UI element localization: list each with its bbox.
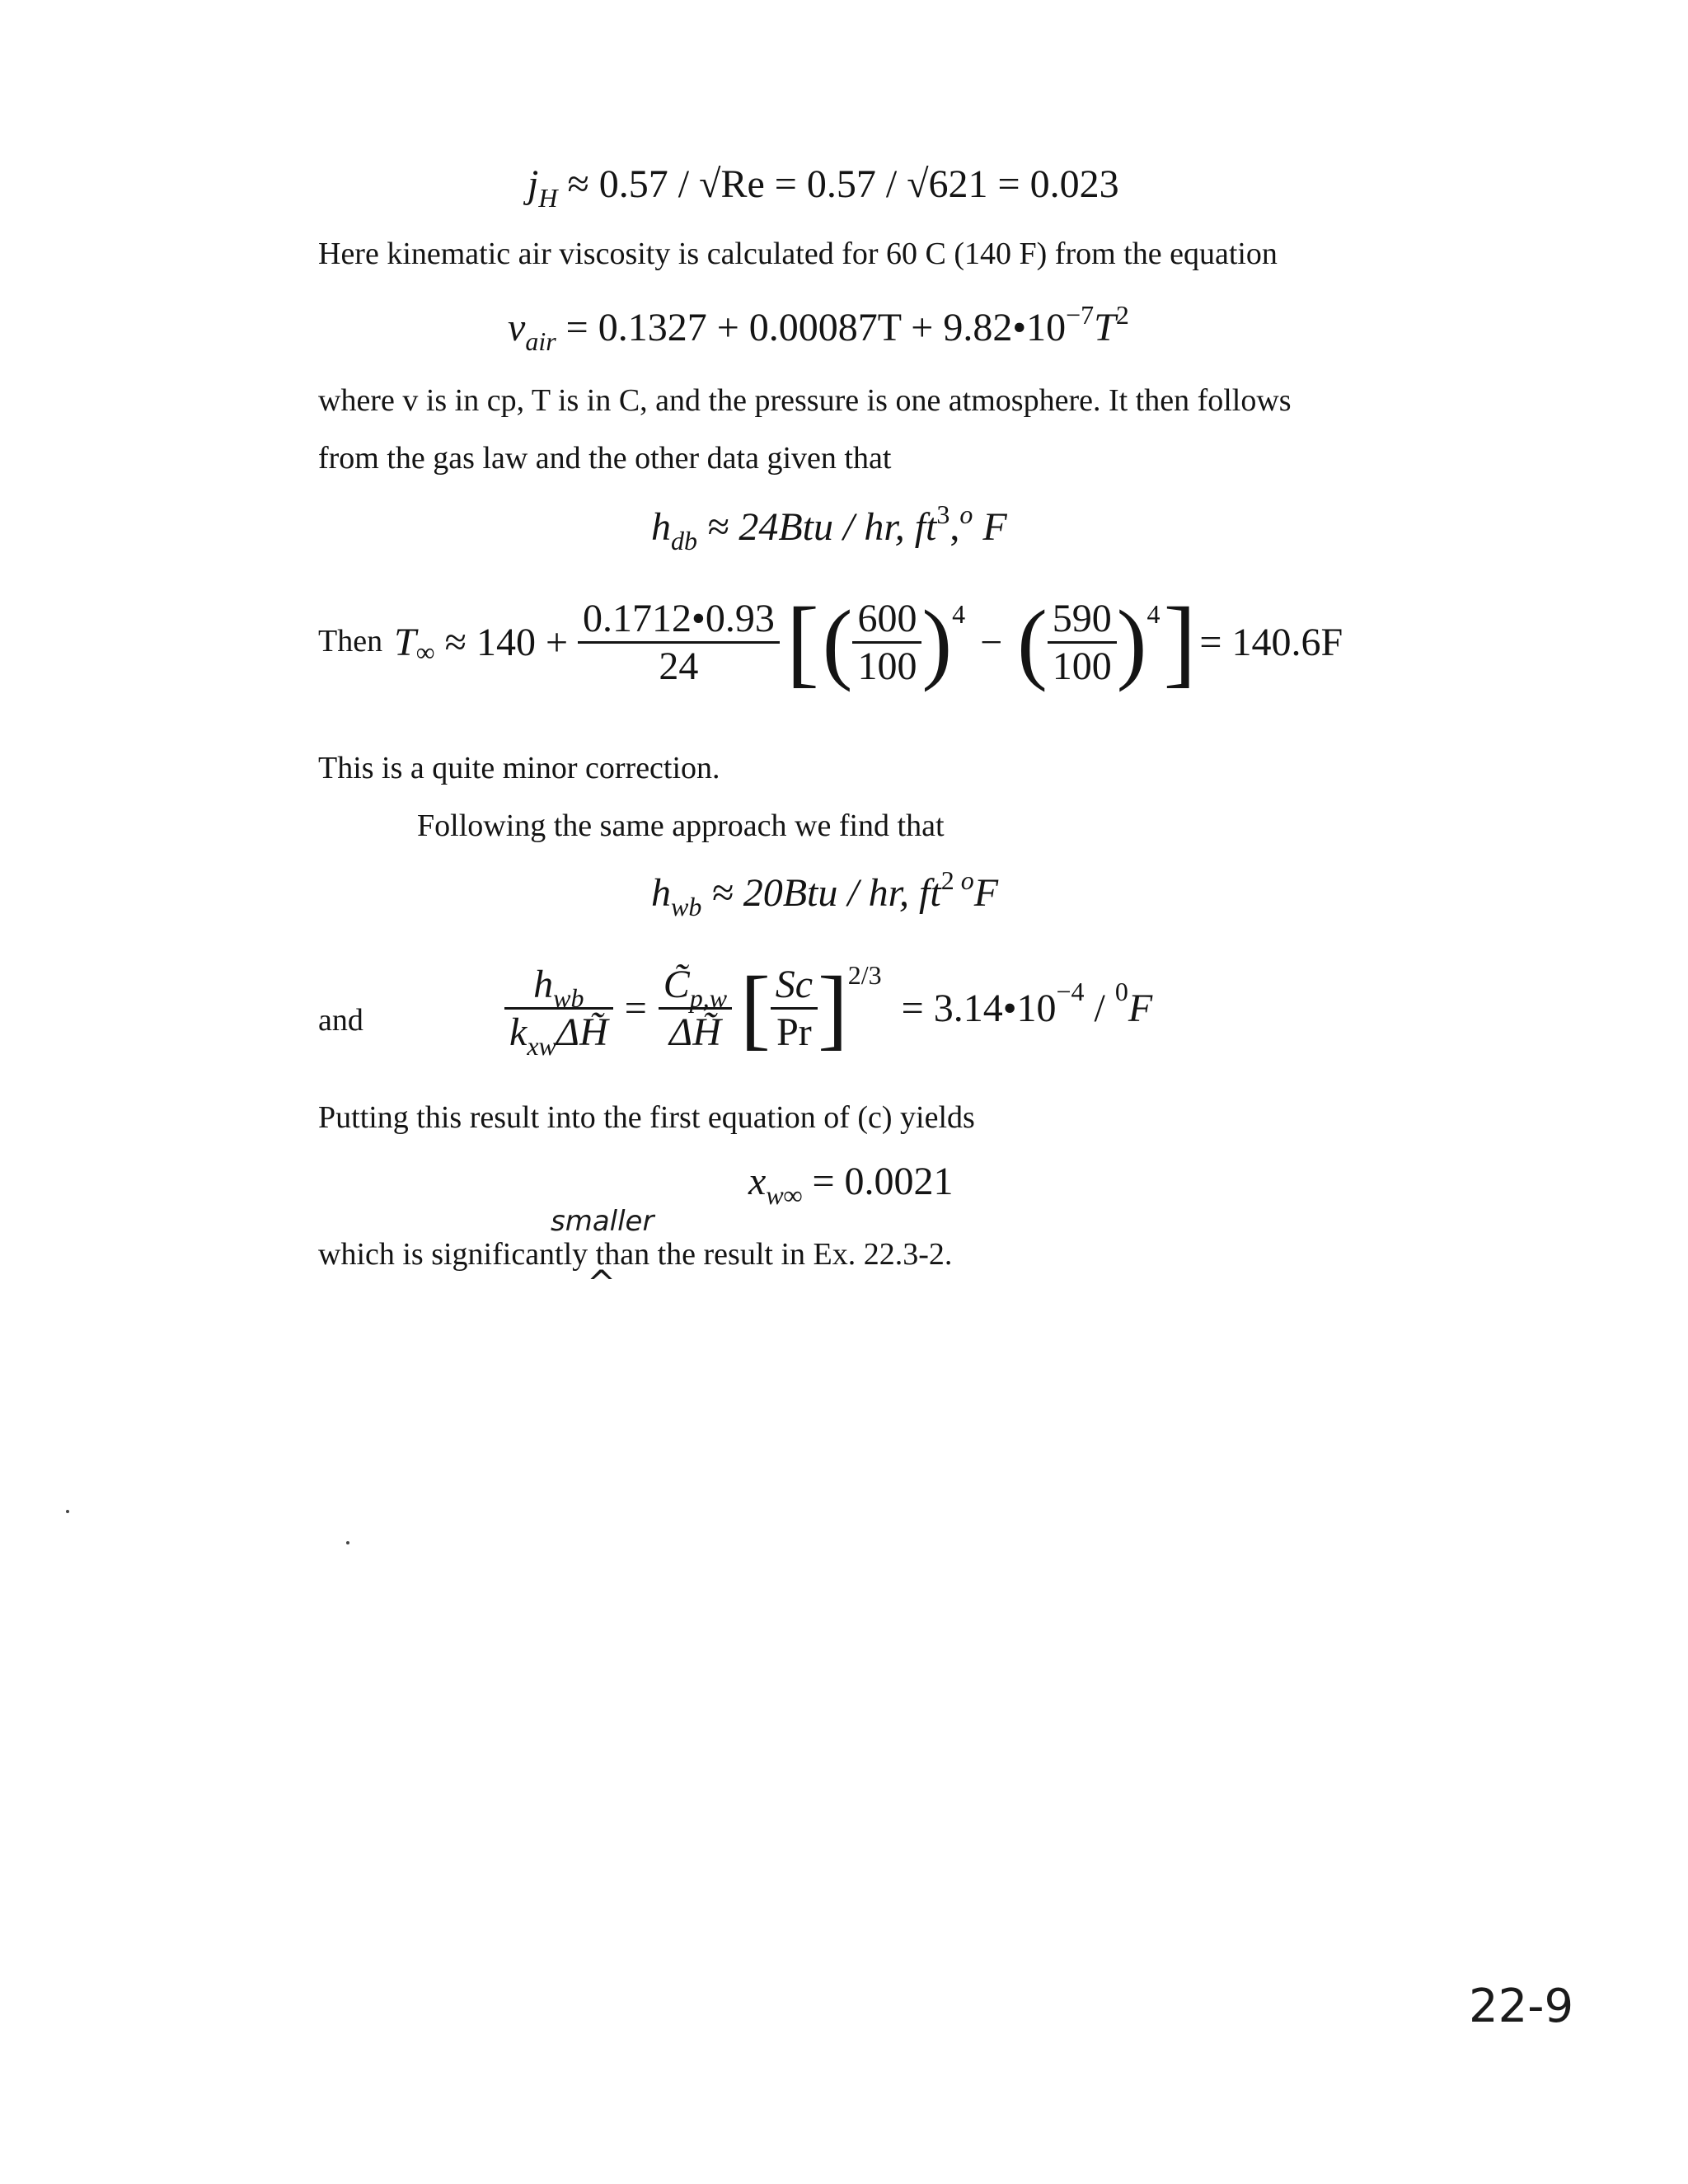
- eq4-power-1: 4: [952, 598, 966, 629]
- eq3-deg: o: [959, 499, 973, 529]
- eq6-result-f: F: [1128, 987, 1153, 1030]
- paragraph-significantly: which is significantly than the result in Ex. 22.3-2.: [318, 1237, 953, 1272]
- eq5-exp: 2: [940, 865, 954, 895]
- eq6-result-exp: −4: [1056, 977, 1085, 1006]
- page-number: 22-9: [1469, 1980, 1574, 2033]
- eq6-f3-num: Sc: [771, 962, 818, 1010]
- paragraph-viscosity: Here kinematic air viscosity is calculated for 60 C (140 F) from the equation: [318, 237, 1278, 271]
- eq6-result-unit: /: [1084, 987, 1115, 1030]
- eq4-right-bracket: ]: [1163, 587, 1197, 696]
- eq4-power-2: 4: [1146, 598, 1160, 629]
- eq4-fraction-600: [852, 596, 921, 689]
- scan-speck: [66, 1510, 69, 1513]
- eq6-right-bracket: ]: [818, 958, 848, 1058]
- equation-jh: [528, 162, 1119, 213]
- eq4-f2-den: 100: [1052, 644, 1112, 688]
- eq3-rhs: ≈ 24Btu / hr, ft: [697, 505, 937, 549]
- eq4-paren-close-1: ): [921, 591, 953, 692]
- paragraph-same-approach: Following the same approach we find that: [417, 808, 945, 843]
- eq3-lhs: h: [651, 505, 671, 549]
- eq6-fraction-hwb: [504, 962, 613, 1061]
- paragraph-where-line1: where v is in cp, T is in C, and the pressure is one atmosphere. It then follows: [318, 383, 1292, 418]
- eq4-paren-open-1: (: [822, 591, 853, 692]
- eq6-left-bracket: [: [740, 958, 771, 1058]
- eq2-tail: T: [1094, 306, 1116, 349]
- eq4-lhs-sub: ∞: [415, 636, 435, 667]
- eq3-unit: F: [973, 505, 1007, 549]
- eq7-lhs: x: [748, 1160, 767, 1203]
- eq4-label: Then: [318, 624, 383, 659]
- equation-xw-infinity: [748, 1159, 954, 1210]
- eq4-minus: −: [980, 620, 1003, 664]
- eq2-exp1: −7: [1066, 300, 1095, 330]
- equation-t-infinity: [318, 585, 1343, 699]
- eq3-comma: ,: [950, 505, 960, 549]
- eq5-deg: o: [960, 865, 974, 895]
- eq6-label: and: [318, 1003, 363, 1038]
- eq4-f1-num: 600: [852, 596, 921, 644]
- eq6-power: 2/3: [847, 960, 882, 990]
- eq6-fraction-sc-pr: [771, 962, 818, 1055]
- handwritten-caret-mark: ^: [587, 1263, 617, 1303]
- paragraph-where-line2: from the gas law and the other data given that: [318, 441, 892, 476]
- eq6-f3-den: Pr: [776, 1010, 812, 1054]
- eq4-left-bracket: [: [785, 587, 819, 696]
- eq6-f1-num: h: [533, 963, 554, 1006]
- eq1-rhs: ≈ 0.57 / √Re = 0.57 / √621 = 0.023: [557, 162, 1119, 206]
- eq5-lhs: h: [651, 871, 671, 915]
- eq6-f2-num-sub: p,w: [689, 983, 728, 1013]
- eq5-lhs-sub: wb: [671, 892, 702, 921]
- eq6-f2-den: ΔH̃: [669, 1010, 721, 1054]
- eq4-num: 0.1712•0.93: [578, 596, 780, 644]
- eq2-lhs: ν: [508, 306, 526, 349]
- eq7-lhs-sub: w∞: [766, 1180, 803, 1210]
- eq2-lhs-sub: air: [525, 326, 556, 356]
- eq6-f1-den-sub: xw: [527, 1031, 556, 1061]
- equation-hwb: [651, 865, 999, 921]
- eq6-f2-num: C̃: [663, 963, 690, 1006]
- eq6-result-deg: 0: [1114, 977, 1128, 1006]
- eq3-lhs-sub: db: [671, 526, 697, 555]
- eq4-approx: ≈ 140 +: [434, 620, 579, 664]
- paragraph-minor-correction: This is a quite minor correction.: [318, 751, 720, 785]
- eq4-result: = 140.6F: [1199, 620, 1343, 664]
- eq4-lhs: T: [394, 620, 416, 664]
- eq4-paren-close-2: ): [1116, 591, 1147, 692]
- eq4-fraction-590: [1048, 596, 1117, 689]
- eq4-paren-open-2: (: [1017, 591, 1048, 692]
- eq4-f2-num: 590: [1048, 596, 1117, 644]
- eq6-f1-den-tail: ΔH̃: [556, 1010, 608, 1054]
- eq1-lhs: j: [528, 162, 539, 206]
- equation-ratio: [504, 956, 1152, 1061]
- equation-hdb: [651, 499, 1007, 555]
- handwritten-insert-smaller: smaller: [551, 1205, 654, 1238]
- eq6-f1-den: k: [509, 1010, 528, 1054]
- eq6-f1-num-sub: wb: [553, 983, 584, 1013]
- equation-viscosity: [508, 300, 1129, 356]
- eq6-equals: =: [624, 987, 647, 1030]
- scan-speck: [346, 1541, 349, 1544]
- eq6-fraction-cp: [659, 962, 732, 1055]
- paragraph-putting-result: Putting this result into the first equation of (c) yields: [318, 1100, 975, 1135]
- eq5-rhs: ≈ 20Btu / hr, ft: [701, 871, 941, 915]
- eq7-rhs: = 0.0021: [802, 1160, 954, 1203]
- eq4-den: 24: [659, 644, 699, 688]
- eq1-lhs-sub: H: [538, 183, 558, 213]
- eq3-exp: 3: [936, 499, 950, 529]
- eq2-rhs: = 0.1327 + 0.00087T + 9.82•10: [556, 306, 1067, 349]
- eq4-coefficient-fraction: [578, 596, 780, 689]
- eq6-result: = 3.14•10: [901, 987, 1057, 1030]
- eq5-unit: F: [973, 871, 999, 915]
- eq2-exp2: 2: [1115, 300, 1129, 330]
- eq4-f1-den: 100: [857, 644, 917, 688]
